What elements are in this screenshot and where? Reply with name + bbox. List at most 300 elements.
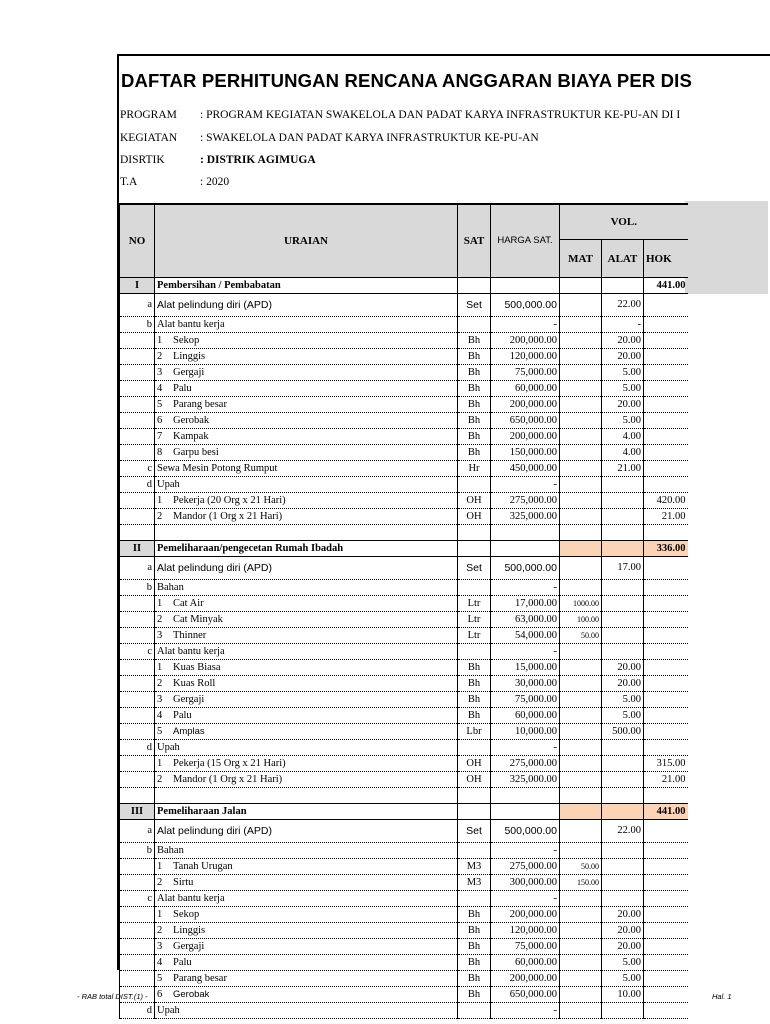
section-alat-cell bbox=[602, 541, 644, 557]
row-hok: 21.00 bbox=[644, 772, 688, 788]
row-letter bbox=[120, 859, 155, 875]
row-name: Bahan bbox=[157, 581, 184, 593]
row-hok bbox=[644, 628, 688, 644]
row-uraian bbox=[155, 923, 458, 939]
row-sat bbox=[458, 891, 491, 907]
row-hok bbox=[644, 724, 688, 740]
row-uraian bbox=[155, 612, 458, 628]
row-alat bbox=[602, 740, 644, 756]
header-harga: HARGA SAT. bbox=[491, 204, 560, 278]
row-name: Upah bbox=[157, 741, 180, 753]
row-harga: 275,000.00 bbox=[491, 859, 560, 875]
row-mat bbox=[560, 955, 602, 971]
row-mat: 150.00 bbox=[560, 875, 602, 891]
section-harga-cell bbox=[491, 278, 560, 294]
row-harga: 150,000.00 bbox=[491, 445, 560, 461]
row-alat bbox=[602, 580, 644, 596]
row-alat: 20.00 bbox=[602, 923, 644, 939]
row-index: 1 bbox=[157, 860, 163, 872]
row-alat: 20.00 bbox=[602, 676, 644, 692]
row-mat bbox=[560, 843, 602, 859]
row-name: Cat Minyak bbox=[173, 613, 223, 625]
row-uraian bbox=[155, 939, 458, 955]
spacer-cell bbox=[458, 525, 491, 541]
row-harga: 30,000.00 bbox=[491, 676, 560, 692]
row-harga: 500,000.00 bbox=[491, 294, 560, 317]
table-row bbox=[120, 708, 688, 724]
row-harga: 54,000.00 bbox=[491, 628, 560, 644]
spacer-cell bbox=[602, 788, 644, 804]
row-mat bbox=[560, 907, 602, 923]
table-row bbox=[120, 294, 688, 317]
row-hok bbox=[644, 843, 688, 859]
row-uraian bbox=[155, 493, 458, 509]
row-letter: d bbox=[120, 740, 155, 756]
row-alat bbox=[602, 875, 644, 891]
row-harga: 17,000.00 bbox=[491, 596, 560, 612]
section-row bbox=[120, 804, 688, 820]
meta-ta bbox=[120, 176, 229, 188]
row-harga: 650,000.00 bbox=[491, 413, 560, 429]
row-hok bbox=[644, 660, 688, 676]
row-letter bbox=[120, 923, 155, 939]
header-uraian: URAIAN bbox=[155, 204, 458, 278]
row-sat: Bh bbox=[458, 413, 491, 429]
row-alat bbox=[602, 596, 644, 612]
row-name: Pekerja (15 Org x 21 Hari) bbox=[173, 757, 286, 769]
row-letter bbox=[120, 365, 155, 381]
row-name: Alat bantu kerja bbox=[157, 318, 225, 330]
row-harga: - bbox=[491, 740, 560, 756]
row-mat bbox=[560, 557, 602, 580]
section-sat-cell bbox=[458, 804, 491, 820]
row-sat: Bh bbox=[458, 907, 491, 923]
table-row bbox=[120, 557, 688, 580]
row-alat: 10.00 bbox=[602, 987, 644, 1003]
row-alat: 20.00 bbox=[602, 907, 644, 923]
row-harga: 325,000.00 bbox=[491, 509, 560, 525]
row-index: 8 bbox=[157, 446, 163, 458]
row-hok bbox=[644, 333, 688, 349]
row-index: 3 bbox=[157, 366, 163, 378]
row-hok bbox=[644, 317, 688, 333]
row-alat bbox=[602, 772, 644, 788]
table-row bbox=[120, 939, 688, 955]
row-uraian bbox=[155, 317, 458, 333]
row-letter bbox=[120, 955, 155, 971]
row-harga: 15,000.00 bbox=[491, 660, 560, 676]
row-name: Gergaji bbox=[173, 366, 205, 378]
row-index: 2 bbox=[157, 876, 163, 888]
row-uraian bbox=[155, 1003, 458, 1019]
row-sat: Bh bbox=[458, 692, 491, 708]
row-hok bbox=[644, 294, 688, 317]
section-harga-cell bbox=[491, 804, 560, 820]
row-letter bbox=[120, 676, 155, 692]
row-name: Upah bbox=[157, 1004, 180, 1016]
table-row bbox=[120, 907, 688, 923]
row-sat: Ltr bbox=[458, 612, 491, 628]
spacer-cell bbox=[491, 788, 560, 804]
row-mat bbox=[560, 381, 602, 397]
row-harga: - bbox=[491, 477, 560, 493]
row-uraian bbox=[155, 756, 458, 772]
row-name: Palu bbox=[173, 709, 192, 721]
row-uraian bbox=[155, 628, 458, 644]
row-mat bbox=[560, 397, 602, 413]
row-alat bbox=[602, 509, 644, 525]
row-name: Thinner bbox=[173, 629, 207, 641]
section-number: II bbox=[120, 541, 155, 557]
row-uraian bbox=[155, 820, 458, 843]
row-alat: 21.00 bbox=[602, 461, 644, 477]
meta-value: : 2020 bbox=[200, 176, 230, 188]
row-mat bbox=[560, 477, 602, 493]
table-row bbox=[120, 493, 688, 509]
row-name: Linggis bbox=[173, 350, 206, 362]
row-hok bbox=[644, 923, 688, 939]
row-index: 5 bbox=[157, 725, 163, 737]
row-harga: - bbox=[491, 644, 560, 660]
row-sat: Bh bbox=[458, 333, 491, 349]
section-sat-cell bbox=[458, 541, 491, 557]
rab-table bbox=[119, 203, 688, 1019]
row-alat bbox=[602, 756, 644, 772]
row-name: Pekerja (20 Org x 21 Hari) bbox=[173, 494, 286, 506]
row-sat: OH bbox=[458, 493, 491, 509]
row-letter bbox=[120, 907, 155, 923]
section-alat-cell bbox=[602, 804, 644, 820]
row-alat: 20.00 bbox=[602, 939, 644, 955]
row-uraian bbox=[155, 580, 458, 596]
table-row bbox=[120, 628, 688, 644]
row-alat bbox=[602, 493, 644, 509]
table-row bbox=[120, 477, 688, 493]
row-index: 5 bbox=[157, 972, 163, 984]
table-row bbox=[120, 756, 688, 772]
row-uraian bbox=[155, 461, 458, 477]
section-mat-cell bbox=[560, 804, 602, 820]
row-uraian bbox=[155, 294, 458, 317]
table-row bbox=[120, 445, 688, 461]
row-letter bbox=[120, 397, 155, 413]
table-row bbox=[120, 724, 688, 740]
row-letter bbox=[120, 708, 155, 724]
section-number: I bbox=[120, 278, 155, 294]
row-name: Palu bbox=[173, 956, 192, 968]
row-uraian bbox=[155, 596, 458, 612]
row-sat bbox=[458, 580, 491, 596]
row-mat bbox=[560, 939, 602, 955]
row-sat: Bh bbox=[458, 987, 491, 1003]
row-letter bbox=[120, 596, 155, 612]
meta-label: PROGRAM bbox=[120, 109, 177, 121]
row-index: 1 bbox=[157, 494, 163, 506]
row-hok bbox=[644, 429, 688, 445]
row-uraian bbox=[155, 477, 458, 493]
row-harga: - bbox=[491, 317, 560, 333]
row-sat: OH bbox=[458, 772, 491, 788]
row-letter bbox=[120, 612, 155, 628]
row-index: 6 bbox=[157, 414, 163, 426]
section-sat-cell bbox=[458, 278, 491, 294]
table-row bbox=[120, 644, 688, 660]
row-letter bbox=[120, 349, 155, 365]
row-index: 1 bbox=[157, 757, 163, 769]
row-name: Mandor (1 Org x 21 Hari) bbox=[173, 510, 283, 522]
row-hok bbox=[644, 987, 688, 1003]
row-alat: - bbox=[602, 317, 644, 333]
row-alat bbox=[602, 612, 644, 628]
row-uraian bbox=[155, 333, 458, 349]
row-harga: 60,000.00 bbox=[491, 955, 560, 971]
row-mat bbox=[560, 461, 602, 477]
row-sat: M3 bbox=[458, 875, 491, 891]
meta-label: KEGIATAN bbox=[120, 132, 178, 144]
row-hok bbox=[644, 971, 688, 987]
row-uraian bbox=[155, 397, 458, 413]
row-harga: 10,000.00 bbox=[491, 724, 560, 740]
row-sat: OH bbox=[458, 509, 491, 525]
row-hok bbox=[644, 445, 688, 461]
row-sat: Ltr bbox=[458, 628, 491, 644]
row-mat bbox=[560, 429, 602, 445]
row-index: 1 bbox=[157, 661, 163, 673]
row-hok bbox=[644, 461, 688, 477]
row-uraian bbox=[155, 676, 458, 692]
row-index: 1 bbox=[157, 908, 163, 920]
table-row bbox=[120, 987, 688, 1003]
row-harga: - bbox=[491, 580, 560, 596]
row-uraian bbox=[155, 644, 458, 660]
row-hok bbox=[644, 676, 688, 692]
row-alat: 500.00 bbox=[602, 724, 644, 740]
row-harga: - bbox=[491, 891, 560, 907]
row-harga: 60,000.00 bbox=[491, 708, 560, 724]
row-hok bbox=[644, 580, 688, 596]
row-name: Kampak bbox=[173, 430, 209, 442]
table-row bbox=[120, 1003, 688, 1019]
row-hok bbox=[644, 1003, 688, 1019]
row-hok bbox=[644, 708, 688, 724]
row-letter: a bbox=[120, 820, 155, 843]
table-row bbox=[120, 859, 688, 875]
row-letter bbox=[120, 939, 155, 955]
row-alat: 5.00 bbox=[602, 708, 644, 724]
row-name: Gerobak bbox=[173, 414, 210, 426]
row-hok bbox=[644, 596, 688, 612]
spacer-cell bbox=[458, 788, 491, 804]
row-harga: 275,000.00 bbox=[491, 493, 560, 509]
row-sat: Bh bbox=[458, 676, 491, 692]
row-mat: 50.00 bbox=[560, 859, 602, 875]
table-row bbox=[120, 740, 688, 756]
row-harga: 325,000.00 bbox=[491, 772, 560, 788]
row-mat bbox=[560, 413, 602, 429]
row-index: 2 bbox=[157, 677, 163, 689]
row-uraian bbox=[155, 740, 458, 756]
row-harga: - bbox=[491, 1003, 560, 1019]
row-name: Sekop bbox=[173, 908, 200, 920]
row-mat bbox=[560, 676, 602, 692]
row-letter: a bbox=[120, 557, 155, 580]
row-hok bbox=[644, 413, 688, 429]
spacer-cell bbox=[560, 788, 602, 804]
row-alat: 22.00 bbox=[602, 820, 644, 843]
row-sat: Bh bbox=[458, 660, 491, 676]
row-alat: 17.00 bbox=[602, 557, 644, 580]
header-sat: SAT bbox=[458, 204, 491, 278]
row-name: Cat Air bbox=[173, 597, 204, 609]
row-hok: 420.00 bbox=[644, 493, 688, 509]
row-sat bbox=[458, 477, 491, 493]
row-mat: 100.00 bbox=[560, 612, 602, 628]
row-alat: 20.00 bbox=[602, 349, 644, 365]
row-sat: Bh bbox=[458, 971, 491, 987]
row-letter bbox=[120, 660, 155, 676]
row-uraian bbox=[155, 429, 458, 445]
row-alat: 20.00 bbox=[602, 660, 644, 676]
table-row bbox=[120, 692, 688, 708]
row-sat: Bh bbox=[458, 397, 491, 413]
row-name: Gerobak bbox=[173, 988, 210, 1000]
row-harga: 500,000.00 bbox=[491, 820, 560, 843]
row-harga: 300,000.00 bbox=[491, 875, 560, 891]
row-hok bbox=[644, 557, 688, 580]
row-name: Palu bbox=[173, 382, 192, 394]
row-mat bbox=[560, 923, 602, 939]
row-name: Gergaji bbox=[173, 940, 205, 952]
row-letter: b bbox=[120, 580, 155, 596]
row-letter: d bbox=[120, 1003, 155, 1019]
table-row bbox=[120, 596, 688, 612]
row-harga: 200,000.00 bbox=[491, 971, 560, 987]
table-row bbox=[120, 381, 688, 397]
section-mat-cell bbox=[560, 541, 602, 557]
header-mat: MAT bbox=[560, 240, 602, 278]
row-alat: 22.00 bbox=[602, 294, 644, 317]
row-mat bbox=[560, 294, 602, 317]
section-title: Pemeliharaan/pengecetan Rumah Ibadah bbox=[155, 541, 458, 557]
row-index: 4 bbox=[157, 382, 163, 394]
section-harga-cell bbox=[491, 541, 560, 557]
section-hok-total: 441.00 bbox=[644, 278, 688, 294]
row-sat bbox=[458, 1003, 491, 1019]
row-sat bbox=[458, 644, 491, 660]
row-name: Alat pelindung diri (APD) bbox=[157, 562, 272, 574]
row-sat: Bh bbox=[458, 365, 491, 381]
section-number: III bbox=[120, 804, 155, 820]
row-index: 2 bbox=[157, 613, 163, 625]
row-mat bbox=[560, 493, 602, 509]
row-sat: Bh bbox=[458, 955, 491, 971]
row-uraian bbox=[155, 557, 458, 580]
row-alat bbox=[602, 644, 644, 660]
row-mat bbox=[560, 987, 602, 1003]
row-name: Parang besar bbox=[173, 972, 227, 984]
row-alat: 20.00 bbox=[602, 397, 644, 413]
row-index: 3 bbox=[157, 629, 163, 641]
row-mat bbox=[560, 756, 602, 772]
row-letter bbox=[120, 509, 155, 525]
row-uraian bbox=[155, 692, 458, 708]
table-row bbox=[120, 955, 688, 971]
header-alat: ALAT bbox=[602, 240, 644, 278]
row-harga: 75,000.00 bbox=[491, 365, 560, 381]
section-alat-cell bbox=[602, 278, 644, 294]
header-row bbox=[120, 204, 688, 240]
row-mat bbox=[560, 333, 602, 349]
row-index: 3 bbox=[157, 693, 163, 705]
row-hok bbox=[644, 612, 688, 628]
row-sat: OH bbox=[458, 756, 491, 772]
row-uraian bbox=[155, 875, 458, 891]
row-mat bbox=[560, 1003, 602, 1019]
row-alat bbox=[602, 477, 644, 493]
row-sat: Hr bbox=[458, 461, 491, 477]
row-name: Gergaji bbox=[173, 693, 205, 705]
row-index: 6 bbox=[157, 988, 163, 1000]
section-row bbox=[120, 278, 688, 294]
row-letter bbox=[120, 413, 155, 429]
row-mat bbox=[560, 365, 602, 381]
row-alat bbox=[602, 843, 644, 859]
header-vol: VOL. bbox=[560, 204, 688, 240]
meta-value: : SWAKELOLA DAN PADAT KARYA INFRASTRUKTUR KE-PU-AN bbox=[200, 132, 539, 144]
table-row bbox=[120, 971, 688, 987]
row-letter bbox=[120, 692, 155, 708]
table-row bbox=[120, 413, 688, 429]
row-name: Garpu besi bbox=[173, 446, 219, 458]
row-harga: - bbox=[491, 843, 560, 859]
row-harga: 63,000.00 bbox=[491, 612, 560, 628]
row-sat: Bh bbox=[458, 939, 491, 955]
spacer-cell bbox=[155, 525, 458, 541]
row-letter: b bbox=[120, 843, 155, 859]
row-hok bbox=[644, 859, 688, 875]
row-letter bbox=[120, 724, 155, 740]
table-row bbox=[120, 580, 688, 596]
row-index: 2 bbox=[157, 924, 163, 936]
table-row bbox=[120, 772, 688, 788]
row-name: Upah bbox=[157, 478, 180, 490]
meta-program bbox=[120, 109, 680, 121]
row-hok bbox=[644, 939, 688, 955]
row-harga: 120,000.00 bbox=[491, 923, 560, 939]
row-index: 5 bbox=[157, 398, 163, 410]
row-hok bbox=[644, 477, 688, 493]
row-name: Amplas bbox=[173, 725, 205, 737]
row-sat: Bh bbox=[458, 923, 491, 939]
row-hok bbox=[644, 907, 688, 923]
row-harga: 120,000.00 bbox=[491, 349, 560, 365]
row-sat: Set bbox=[458, 820, 491, 843]
row-mat: 50.00 bbox=[560, 628, 602, 644]
row-name: Alat pelindung diri (APD) bbox=[157, 825, 272, 837]
spacer-cell bbox=[120, 788, 155, 804]
table-row bbox=[120, 843, 688, 859]
meta-value: : DISTRIK AGIMUGA bbox=[200, 154, 316, 166]
header-no: NO bbox=[120, 204, 155, 278]
meta-label: DISRTIK bbox=[120, 154, 165, 166]
table-row bbox=[120, 349, 688, 365]
row-index: 7 bbox=[157, 430, 163, 442]
row-uraian bbox=[155, 843, 458, 859]
row-sat: Set bbox=[458, 557, 491, 580]
row-uraian bbox=[155, 971, 458, 987]
row-name: Kuas Roll bbox=[173, 677, 216, 689]
row-alat: 4.00 bbox=[602, 429, 644, 445]
